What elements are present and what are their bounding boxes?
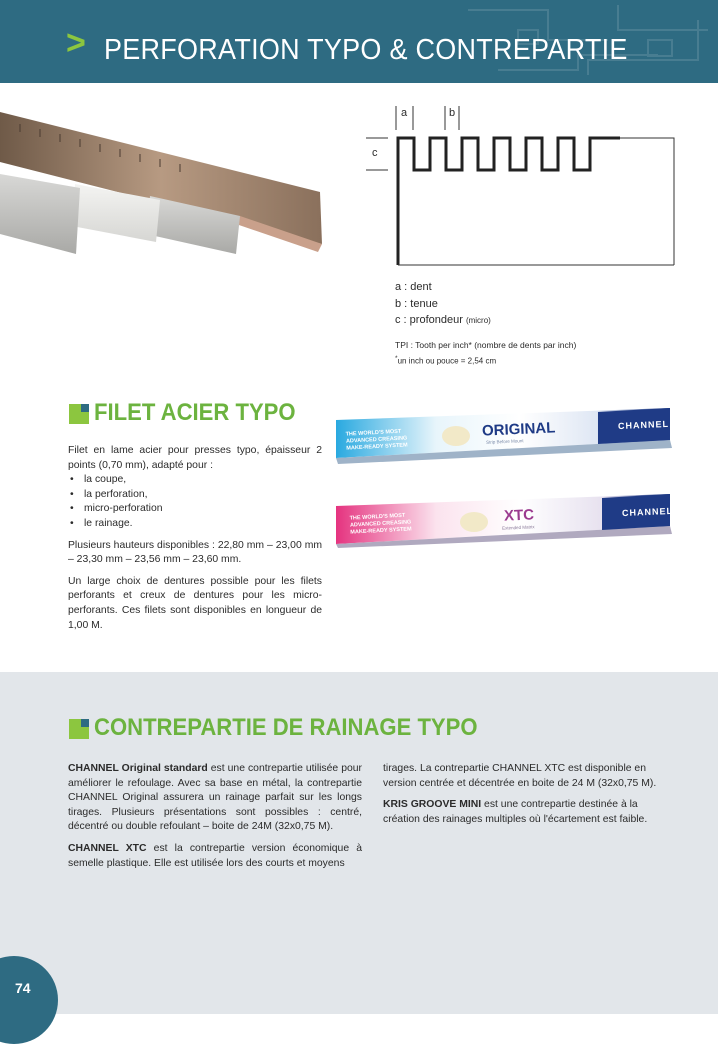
original-tag-line1: THE WORLD'S MOST: [345, 428, 402, 438]
original-tagline: [345, 428, 407, 452]
title-chevron: >: [66, 24, 86, 62]
section-title-contrepartie: CONTREPARTIE DE RAINAGE TYPO: [94, 714, 478, 741]
legend-c-text: c : profondeur: [395, 314, 463, 326]
inch-text: un inch ou pouce = 2,54 cm: [397, 356, 497, 366]
legend-b: b : tenue: [395, 298, 438, 310]
label-a: a: [401, 107, 408, 119]
filet-text: [68, 444, 322, 640]
xtc-tag-line1: THE WORLD'S MOST: [349, 512, 406, 522]
legend-a: a : dent: [395, 281, 432, 293]
channel-xtc-continued: tirages. La contrepartie CHANNEL XTC est disponible en version centrée et décentrée en boite de 24 M (32x0,75 M).: [383, 763, 657, 789]
original-brand: CHANNEL: [617, 418, 670, 432]
channel-original-desc: est une contrepartie utilisée pour améliorer le refoulage. Avec sa base en métal, la contrepartie CHANNEL Original assurera un rainage parfait sur les longs tirages. Plusieurs présentations sont possibles : centré, décentré ou double refoulant – boite de 24M (32x0,75 M).: [68, 763, 362, 833]
inch-star: *: [395, 355, 398, 362]
filet-intro: Filet en lame acier pour presses typo, épaisseur 2 points (0,70 mm), adapté pour :: [68, 445, 322, 471]
channel-original-box: [336, 408, 676, 464]
filet-choice: Un large choix de dentures possible pour les filets perforants et creux de dentures pour les micro-perforants. Ces filets sont disponibles en longueur de 1,00 M.: [68, 575, 322, 631]
list-item: • le rainage.: [68, 517, 322, 532]
channel-original-name: CHANNEL Original standard: [68, 763, 208, 774]
steel-blades-image: [0, 104, 330, 264]
list-item: • micro-perforation: [68, 502, 322, 517]
xtc-sub: Extended Matrix: [501, 524, 535, 531]
filet-heights: Plusieurs hauteurs disponibles : 22,80 mm – 23,00 mm – 23,30 mm – 23,56 mm – 23,60 mm.: [68, 539, 322, 566]
label-b: b: [449, 107, 456, 119]
tooth-profile-drawing: [358, 100, 688, 280]
xtc-tagline: [349, 512, 411, 536]
kris-groove-paragraph: [383, 798, 677, 827]
xtc-brand: CHANNEL: [621, 505, 674, 519]
list-item: • la coupe,: [68, 473, 322, 488]
original-name: ORIGINAL: [481, 419, 556, 440]
kris-groove-desc: est une contrepartie destinée à la création des rainages multiples où l'écartement est faible.: [383, 799, 648, 825]
channel-xtc-box: [336, 492, 676, 548]
section-title-filet: FILET ACIER TYPO: [94, 399, 296, 426]
channel-xtc-name: CHANNEL XTC: [68, 842, 147, 854]
legend-c: [395, 313, 491, 328]
page-title: PERFORATION TYPO & CONTREPARTIE: [104, 34, 628, 66]
contrepartie-col-left: [68, 762, 362, 878]
kris-groove-name: KRIS GROOVE MINI: [383, 799, 482, 811]
section-marker-contrepartie: [69, 719, 89, 739]
list-item: • la perforation,: [68, 488, 322, 503]
xtc-name: XTC: [503, 506, 535, 525]
label-c: c: [372, 147, 378, 159]
original-sub: Strip Before Mount: [485, 438, 524, 445]
tpi-note: TPI : Tooth per inch* (nombre de dents par inch): [395, 340, 577, 350]
channel-xtc-paragraph: [68, 842, 362, 871]
page-number: 74: [15, 980, 31, 996]
tooth-diagram: [358, 100, 688, 372]
contrepartie-col-right: [383, 762, 677, 834]
section-marker-filet: [69, 404, 89, 424]
xtc-tag-line3: MAKE-READY SYSTEM: [350, 526, 412, 536]
xtc-tag-line2: ADVANCED CREASING: [349, 519, 412, 529]
original-tag-line3: MAKE-READY SYSTEM: [346, 442, 408, 452]
legend-c-micro: (micro): [465, 316, 491, 325]
page-header: [0, 0, 718, 83]
original-tag-line2: ADVANCED CREASING: [345, 435, 408, 445]
filet-uses-list: [68, 473, 322, 531]
channel-original-paragraph: [68, 762, 362, 835]
inch-note: [395, 353, 496, 367]
channel-xtc-desc: est la contrepartie version économique à semelle plastique. Elle est utilisée lors des courts et moyens: [68, 842, 363, 869]
